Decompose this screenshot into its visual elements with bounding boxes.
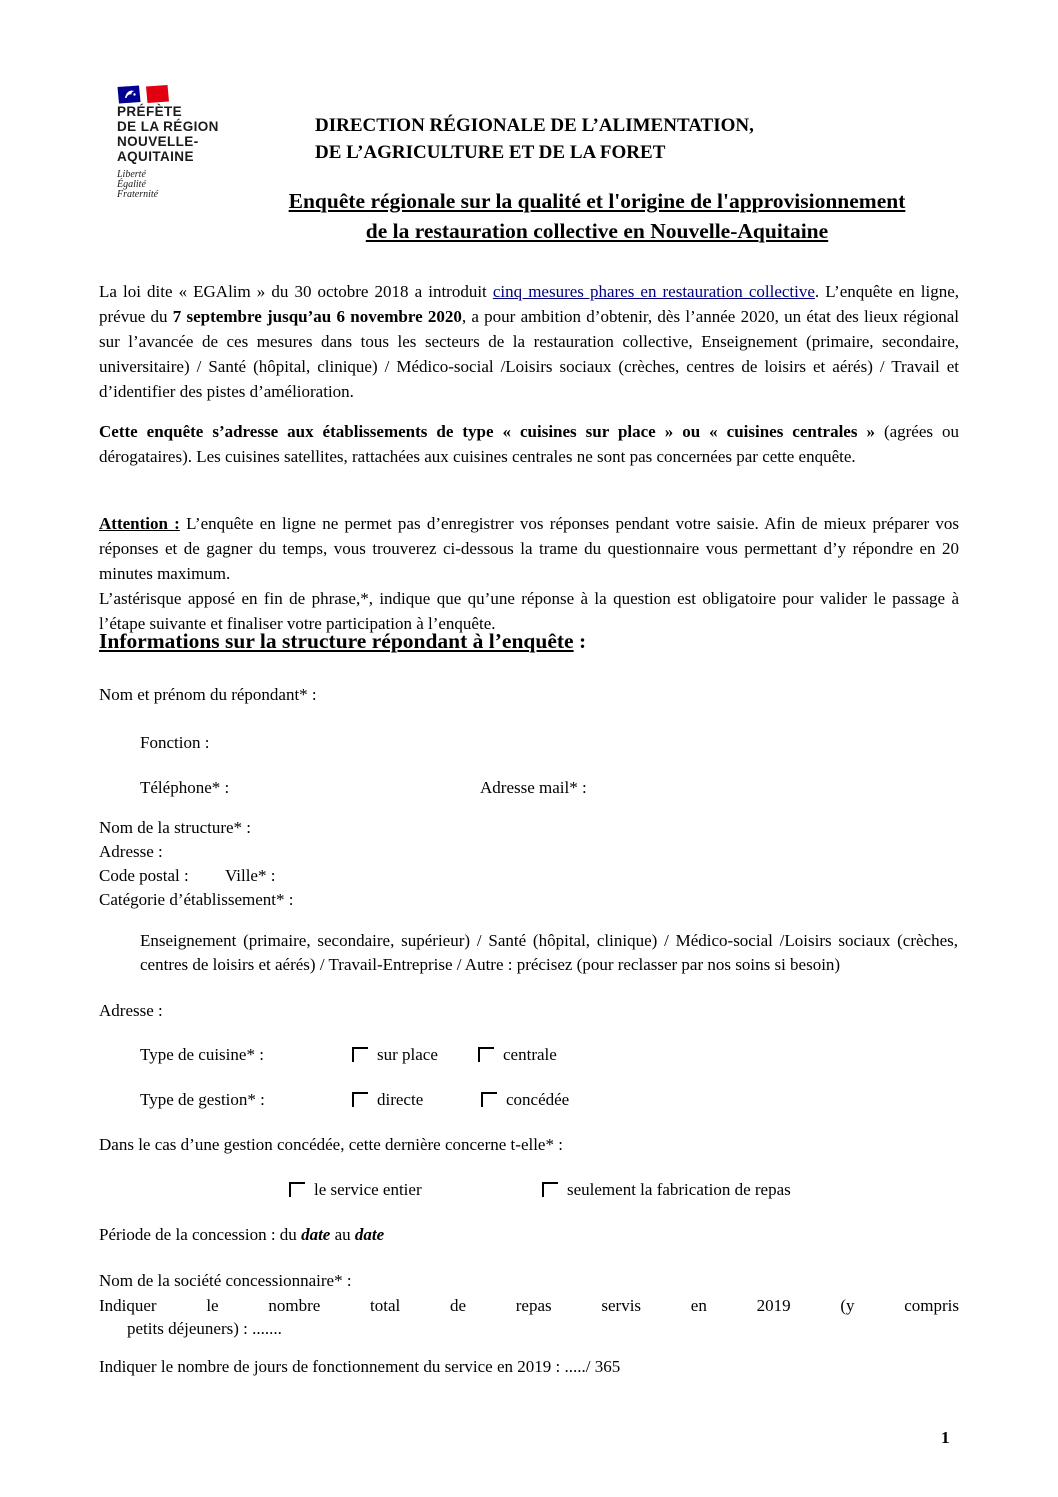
intro-text: , a pour ambition d’obtenir, dès l’année 2020, un état des lieux régional sur l’avancée de ces mesures dans tous les secteurs de la restauration collective, Enseignement (primaire, secondaire, universitaire) / Santé (hôpital, clinique) / Médico-social /Loisirs sociaux (crèches, centres de loisirs et aérés) / Travail et d’identifier des pistes d’amélioration. [99, 307, 959, 401]
field-adresse: Adresse : [99, 842, 163, 861]
field-periode-concession [99, 1224, 384, 1246]
motto-line: Liberté [117, 169, 146, 180]
option-fabrication-repas[interactable] [542, 1179, 791, 1201]
logo-line: AQUITAINE [117, 149, 194, 164]
periode-date-placeholder: date [354, 1225, 385, 1244]
checkbox-icon[interactable] [542, 1182, 558, 1197]
field-structure-name: Nom de la structure* : [99, 818, 252, 837]
type-gestion-row [0, 1089, 1058, 1113]
audience-rest: (agrées ou dérogataires). Les cuisines satellites, rattachées aux cuisines centrales ne sont pas concernées par cette enquête. [99, 422, 960, 466]
section-heading-colon: : [573, 629, 587, 653]
logo-motto [117, 170, 158, 199]
field-societe-concessionnaire: Nom de la société concessionnaire* : [99, 1271, 352, 1290]
attention-text2: L’astérisque apposé en fin de phrase,*, indique que qu’une réponse à la question est obligatoire pour valider le passage à l’étape suivante et finaliser votre participation à l’enquête. [99, 589, 959, 633]
section-heading-text: Informations sur la structure répondant à l’enquête [99, 629, 574, 653]
logo-line: NOUVELLE- [117, 134, 199, 149]
option-label: concédée [506, 1090, 570, 1109]
option-label: centrale [503, 1045, 557, 1064]
option-concedee[interactable] [481, 1089, 569, 1111]
checkbox-icon[interactable] [478, 1047, 494, 1062]
periode-text: Période de la concession : du [99, 1225, 302, 1244]
survey-dates: 7 septembre jusqu’au 6 novembre 2020 [172, 307, 462, 326]
option-directe[interactable] [352, 1089, 423, 1111]
field-nombre-repas-line1: Indiquer le nombre total de repas servis en 2019 (y compris [99, 1296, 959, 1315]
section-heading [99, 629, 586, 654]
checkbox-icon[interactable] [352, 1092, 368, 1107]
intro-paragraph [99, 279, 959, 404]
attention-paragraph [99, 511, 959, 636]
attention-label: Attention : [99, 514, 180, 533]
org-header-line2: DE L’AGRICULTURE ET DE LA FORET [315, 142, 666, 163]
categorie-detail: Enseignement (primaire, secondaire, supérieur) / Santé (hôpital, clinique) / Médico-social /Loisirs sociaux (crèches, centres de loisirs et aérés) / Travail-Entreprise / Autre : précisez (pour reclasser par nos soins si besoin) [140, 931, 958, 974]
option-label: directe [377, 1090, 424, 1109]
field-ville: Ville* : [225, 866, 276, 885]
type-cuisine-label: Type de cuisine* : [140, 1045, 264, 1064]
motto-line: Égalité [117, 178, 146, 190]
audience-paragraph [99, 419, 959, 469]
attention-text1: L’enquête en ligne ne permet pas d’enregistrer vos réponses pendant votre saisie. Afin de mieux préparer vos réponses et de gagner du temps, vous trouverez ci-dessous la trame du questionnaire vous permettant d’y répondre en 20 minutes maximum. [99, 514, 959, 583]
option-service-entier[interactable] [289, 1179, 422, 1201]
structure-block [99, 816, 959, 912]
field-fonction: Fonction : [140, 733, 210, 752]
option-centrale[interactable] [478, 1044, 557, 1066]
french-flag-icon [116, 85, 170, 105]
field-telephone: Téléphone* : [140, 778, 230, 797]
intro-text: . L’enquête en ligne, prévue du [99, 282, 959, 326]
field-email: Adresse mail* : [480, 778, 587, 797]
checkbox-icon[interactable] [481, 1092, 497, 1107]
egalim-measures-link[interactable]: cinq mesures phares en restauration collective [492, 282, 815, 301]
field-nombre-repas-line2: petits déjeuners) : ....... [127, 1319, 282, 1338]
title-line1: Enquête régionale sur la qualité et l'origine de l'approvisionnement [288, 189, 906, 213]
intro-text: La loi dite « EGAlim » du 30 octobre 2018 a introduit [99, 282, 493, 301]
periode-text: au [330, 1225, 355, 1244]
type-cuisine-row [0, 1044, 1058, 1068]
checkbox-icon[interactable] [352, 1047, 368, 1062]
checkbox-icon[interactable] [289, 1182, 305, 1197]
option-label: sur place [377, 1045, 438, 1064]
logo-line: DE LA RÉGION [117, 119, 219, 134]
option-sur-place[interactable] [352, 1044, 438, 1066]
org-header [315, 112, 754, 166]
option-label: seulement la fabrication de repas [567, 1180, 791, 1199]
field-code-postal: Code postal : [99, 866, 189, 885]
logo-line: PRÉFÈTE [117, 104, 183, 119]
title-line2: de la restauration collective en Nouvelle-Aquitaine [365, 219, 829, 243]
logo-text [117, 104, 219, 164]
question-gestion-concedee: Dans le cas d’une gestion concédée, cette dernière concerne t-elle* : [99, 1135, 563, 1154]
field-jours-fonctionnement: Indiquer le nombre de jours de fonctionnement du service en 2019 : ...../ 365 [99, 1357, 621, 1376]
org-header-line1: DIRECTION RÉGIONALE DE L’ALIMENTATION, [315, 115, 754, 136]
type-gestion-label: Type de gestion* : [140, 1090, 265, 1109]
field-adresse-2: Adresse : [99, 1001, 163, 1020]
concession-options-row [0, 1179, 1058, 1203]
field-categorie: Catégorie d’établissement* : [99, 890, 294, 909]
page-number: 1 [941, 1428, 950, 1447]
motto-line: Fraternité [117, 188, 159, 200]
document-title [167, 186, 1027, 246]
option-label: le service entier [314, 1180, 422, 1199]
field-respondent-name: Nom et prénom du répondant* : [99, 685, 317, 704]
audience-bold: Cette enquête s’adresse aux établissements de type « cuisines sur place » ou « cuisines centrales » [99, 422, 875, 441]
periode-date-placeholder: date [301, 1225, 331, 1244]
